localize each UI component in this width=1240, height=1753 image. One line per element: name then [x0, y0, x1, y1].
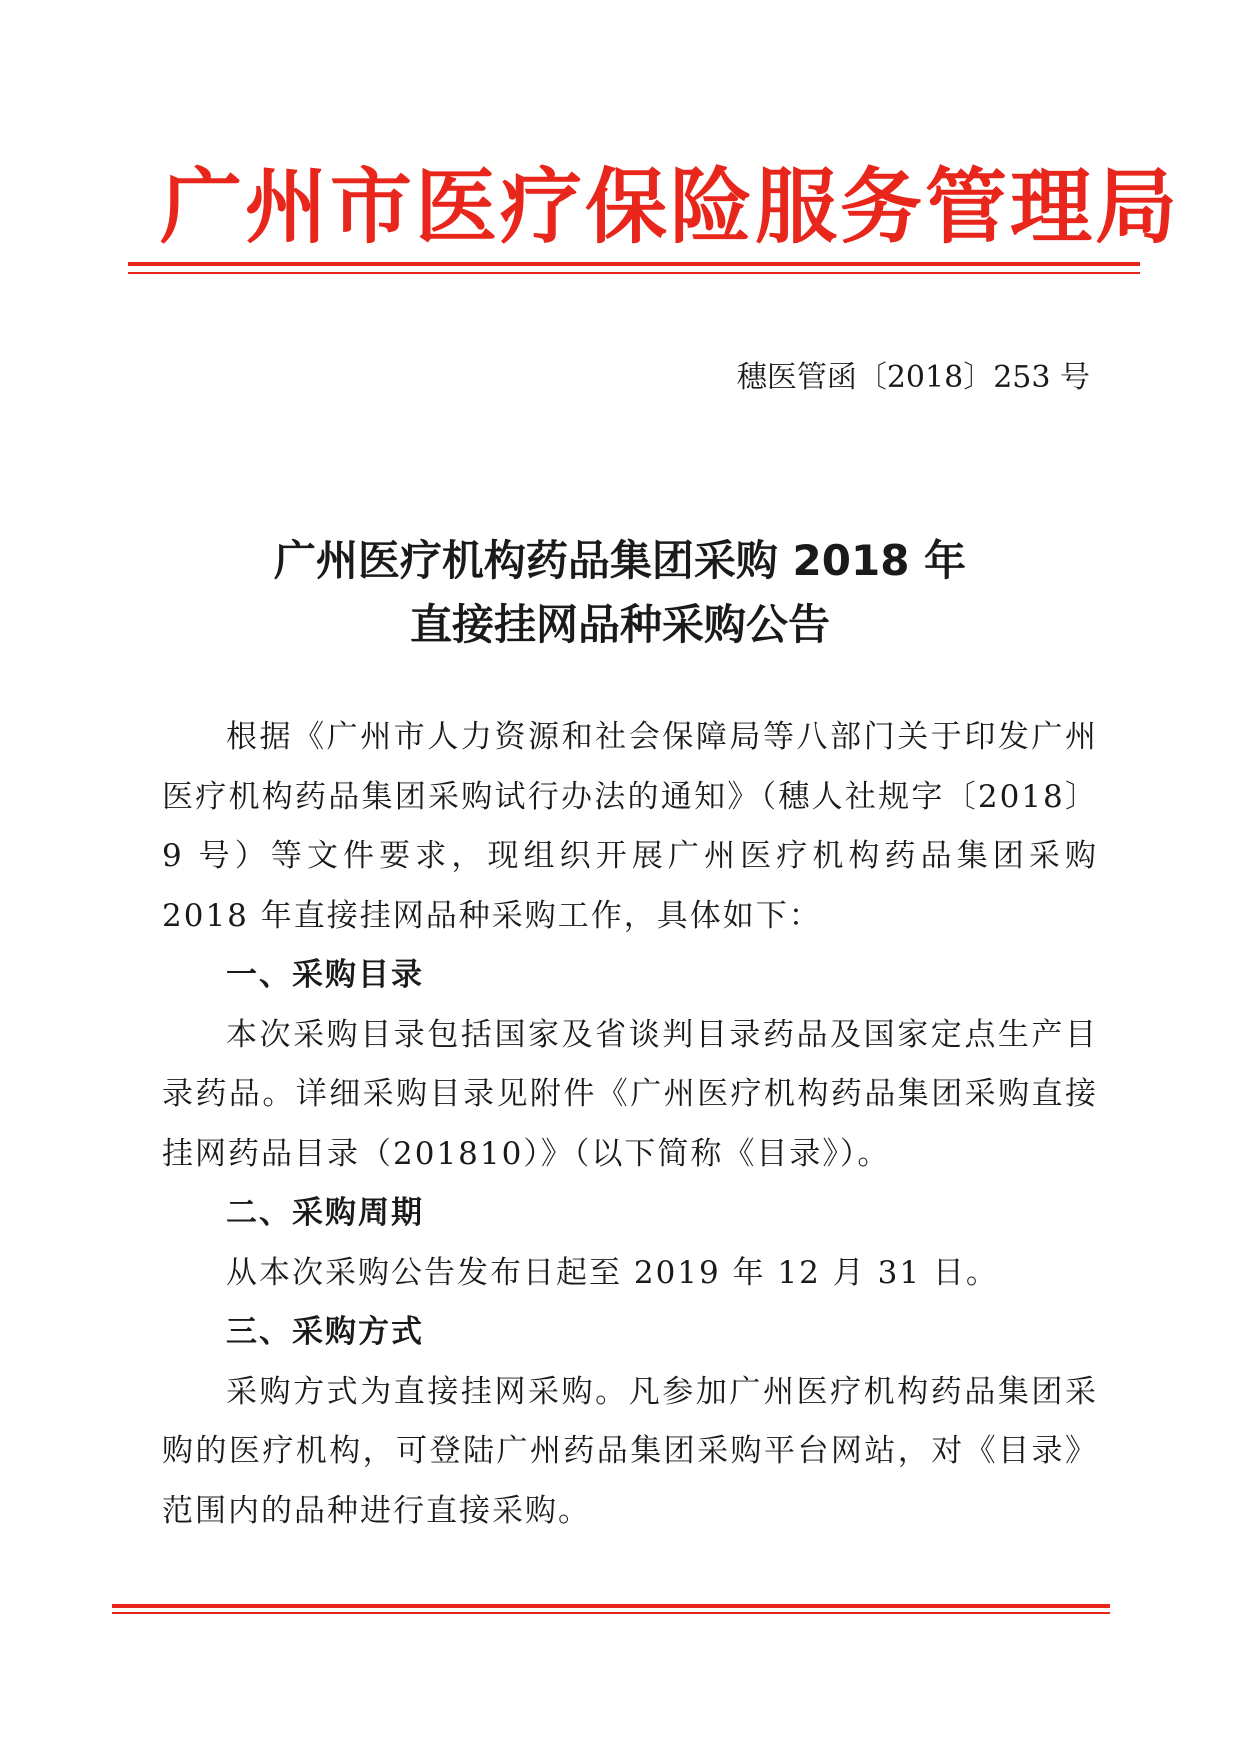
- red-header-rule-thick: [128, 262, 1140, 266]
- red-footer-rule-thin: [112, 1612, 1110, 1614]
- red-footer-rule-thick: [112, 1604, 1110, 1608]
- document-number: 穗医管函〔2018〕253 号: [736, 360, 1090, 395]
- section-text-method: 采购方式为直接挂网采购。凡参加广州医疗机构药品集团采购的医疗机构，可登陆广州药品集团采购平台网站，对《目录》范围内的品种进行直接采购。: [162, 1373, 1098, 1529]
- document-title-line-1: 广州医疗机构药品集团采购 2018 年: [273, 536, 967, 585]
- intro-paragraph: 根据《广州市人力资源和社会保障局等八部门关于印发广州医疗机构药品集团采购试行办法的通知》（穗人社规字〔2018〕9 号）等文件要求，现组织开展广州医疗机构药品集团采购 2018 年直接挂网品种采购工作，具体如下：: [162, 719, 1098, 934]
- red-header-rule-thin: [128, 272, 1140, 274]
- document-title-line-2: 直接挂网品种采购公告: [409, 600, 830, 649]
- section-text-catalog: 本次采购目录包括国家及省谈判目录药品及国家定点生产目录药品。详细采购目录见附件《广州医疗机构药品集团采购直接挂网药品目录（201810）》（以下简称《目录》）。: [162, 1016, 1098, 1172]
- document-body: [162, 708, 1098, 1541]
- section-text-period: 从本次采购公告发布日起至 2019 年 12 月 31 日。: [226, 1254, 999, 1291]
- section-heading-period: 二、采购周期: [226, 1195, 424, 1231]
- section-heading-method: 三、采购方式: [226, 1314, 424, 1350]
- section-heading-catalog: 一、采购目录: [226, 957, 424, 993]
- issuing-authority-header: 广州市医疗保险服务管理局: [160, 160, 1181, 255]
